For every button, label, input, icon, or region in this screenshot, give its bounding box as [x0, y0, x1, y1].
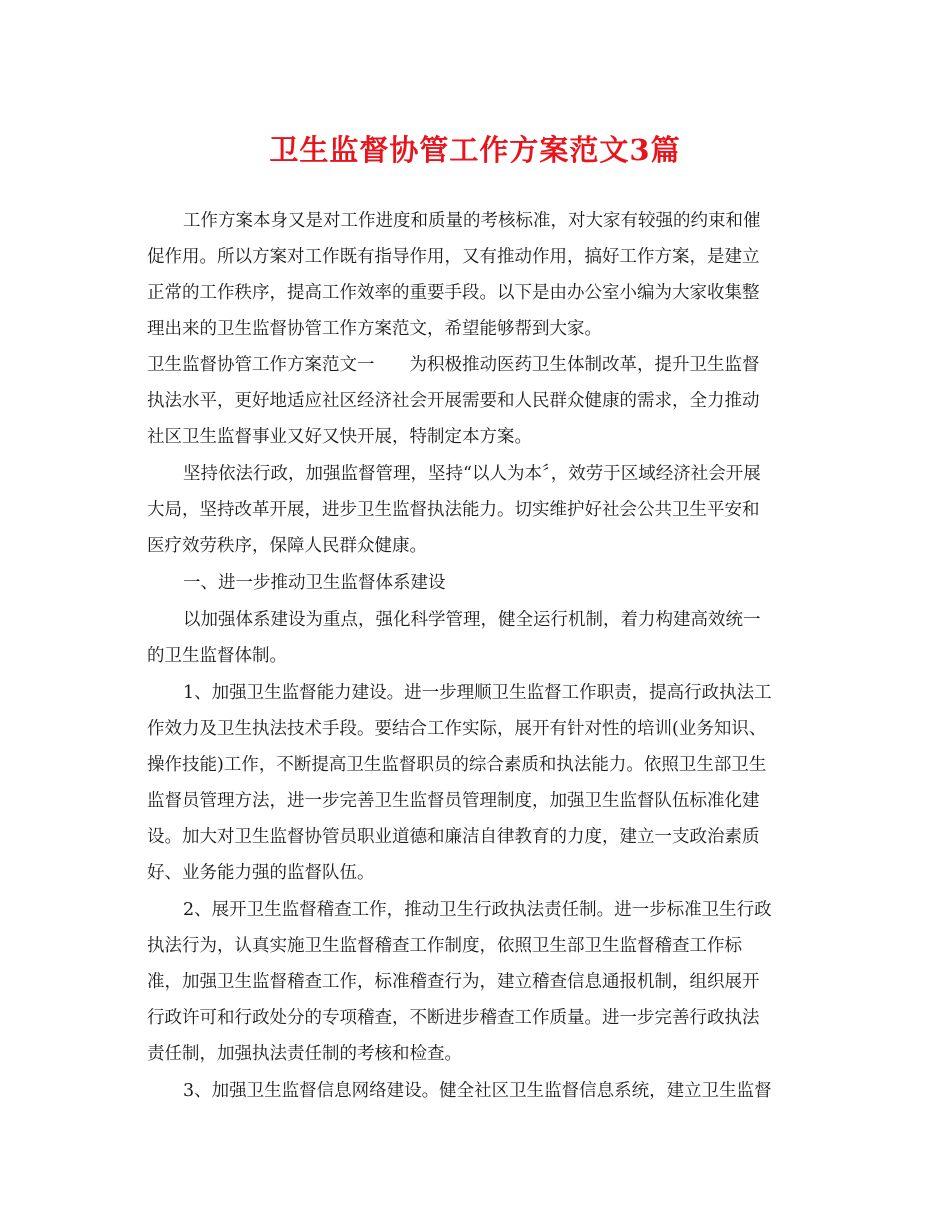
text-line: 1、加强卫生监督能力建设。进一步理顺卫生监督工作职责，提高行政执法工	[183, 683, 772, 703]
text-line: 以加强体系建设为重点，强化科学管理，健全运行机制，着力构建高效统一	[183, 610, 761, 630]
text-line: 作效力及卫生执法技术手段。要结合工作实际，展开有针对性的培训(业务知识、	[147, 719, 767, 739]
text-line: 好、业务能力强的监督队伍。	[147, 863, 375, 883]
document-title: 卫生监督协管工作方案范文3篇	[269, 133, 681, 167]
text-line: 大局，坚持改革开展，进步卫生监督执法能力。切实维护好社会公共卫生平安和	[147, 500, 760, 520]
text-line: 监督员管理方法，进一步完善卫生监督员管理制度，加强卫生监督队伍标准化建	[147, 791, 760, 811]
text-line: 执法水平，更好地适应社区经济社会开展需要和人民群众健康的需求，全力推动	[147, 391, 760, 411]
text-line: 执法行为，认真实施卫生监督稽查工作制度，依照卫生部卫生监督稽查工作标	[147, 936, 742, 956]
text-line: 工作方案本身又是对工作进度和质量的考核标准，对大家有较强的约束和催	[183, 211, 761, 231]
text-line: 促作用。所以方案对工作既有指导作用，又有推动作用，搞好工作方案，是建立	[147, 247, 760, 267]
text-line: 3、加强卫生监督信息网络建设。健全社区卫生监督信息系统，建立卫生监督	[183, 1081, 772, 1101]
text-line: 责任制，加强执法责任制的考核和检查。	[147, 1044, 462, 1064]
text-line: 行政许可和行政处分的专项稽查，不断进步稽查工作质量。进一步完善行政执法	[147, 1008, 760, 1028]
text-line: 2、展开卫生监督稽查工作，推动卫生行政执法责任制。进一步标准卫生行政	[183, 900, 772, 920]
text-line: 准，加强卫生监督稽查工作，标准稽查行为，建立稽查信息通报机制，组织展开	[147, 972, 760, 992]
text-line: 设。加大对卫生监督协管员职业道德和廉洁自律教育的力度，建立一支政治素质	[147, 827, 760, 847]
section-heading: 一、进一步推动卫生监督体系建设	[183, 573, 446, 593]
text-line: 的卫生监督体制。	[147, 646, 287, 666]
text-line: 医疗效劳秩序，保障人民群众健康。	[147, 536, 427, 556]
text-line: 卫生监督协管工作方案范文一 为积极推动医药卫生体制改革，提升卫生监督	[147, 355, 760, 375]
text-line: 社区卫生监督事业又好又快开展，特制定本方案。	[147, 427, 532, 447]
text-line: 操作技能)工作，不断提高卫生监督职员的综合素质和执法能力。依照卫生部卫生	[147, 755, 767, 775]
text-line: 正常的工作秩序，提高工作效率的重要手段。以下是由办公室小编为大家收集整	[147, 283, 760, 303]
text-line: 坚持依法行政，加强监督管理，坚持“以人为本〞，效劳于区域经济社会开展	[183, 464, 761, 484]
text-line: 理出来的卫生监督协管工作方案范文，希望能够帮到大家。	[147, 319, 602, 339]
